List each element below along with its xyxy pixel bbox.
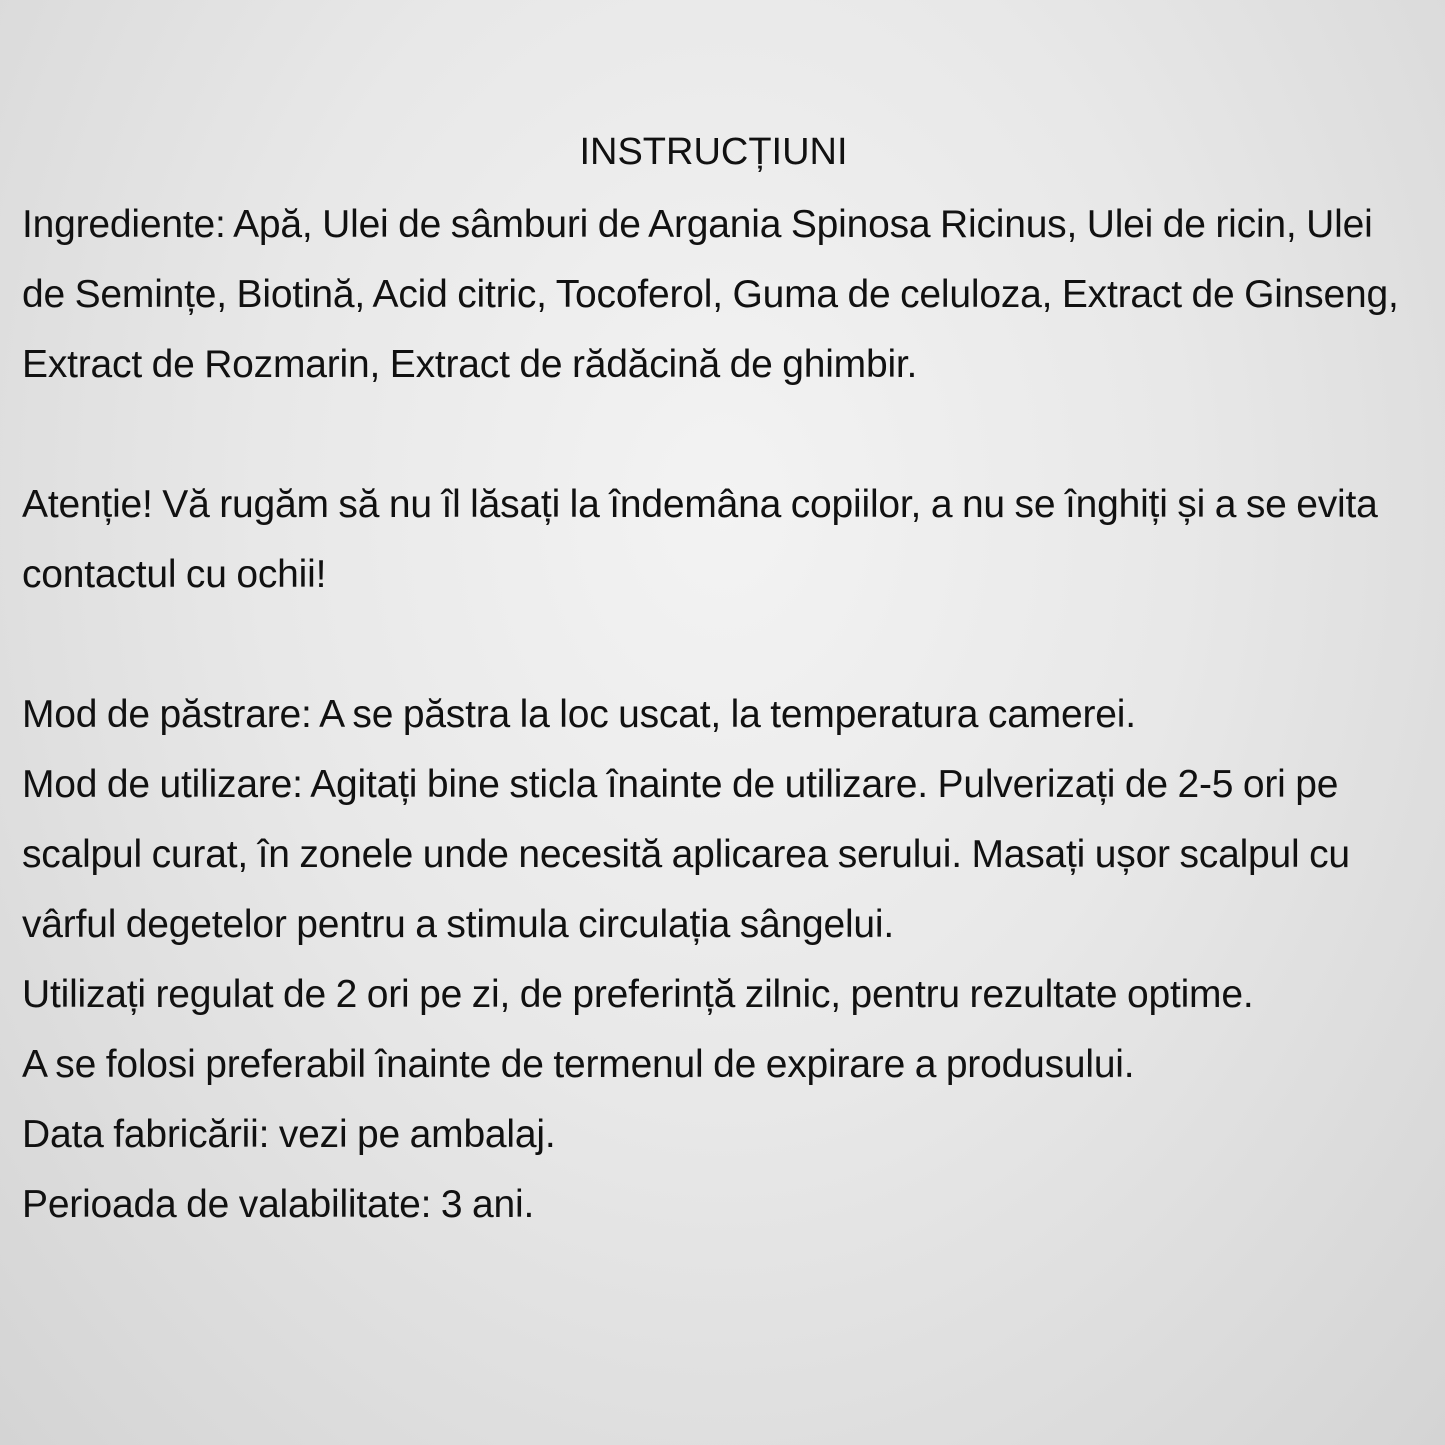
paragraph-spacer bbox=[22, 400, 1405, 470]
manufacture-date-paragraph: Data fabricării: vezi pe ambalaj. bbox=[22, 1113, 556, 1156]
frequency-paragraph: Utilizați regulat de 2 ori pe zi, de preferință zilnic, pentru rezultate optime. bbox=[22, 973, 1254, 1016]
ingredients-paragraph: Ingrediente: Apă, Ulei de sâmburi de Argania Spinosa Ricinus, Ulei de ricin, Ulei de Semințe, Biotină, Acid citric, Tocoferol, Guma de celuloza, Extract de Ginseng, Extract de Rozmarin, Extract de rădăcină de ghimbir. bbox=[22, 203, 1399, 386]
expiry-note-paragraph: A se folosi preferabil înainte de termenul de expirare a produsului. bbox=[22, 1043, 1135, 1086]
page-title: INSTRUCȚIUNI bbox=[579, 131, 848, 173]
paragraph-spacer bbox=[22, 610, 1405, 680]
warning-paragraph: Atenție! Vă rugăm să nu îl lăsați la îndemâna copiilor, a nu se înghiți și a se evita contactul cu ochii! bbox=[22, 483, 1378, 596]
shelf-life-paragraph: Perioada de valabilitate: 3 ani. bbox=[22, 1183, 535, 1226]
usage-paragraph: Mod de utilizare: Agitați bine sticla înainte de utilizare. Pulverizați de 2-5 ori pe scalpul curat, în zonele unde necesită aplicarea serului. Masați ușor scalpul cu vârful degetelor pentru a stimula circulația sângelui. bbox=[22, 763, 1350, 946]
storage-paragraph: Mod de păstrare: A se păstra la loc uscat, la temperatura camerei. bbox=[22, 693, 1136, 736]
